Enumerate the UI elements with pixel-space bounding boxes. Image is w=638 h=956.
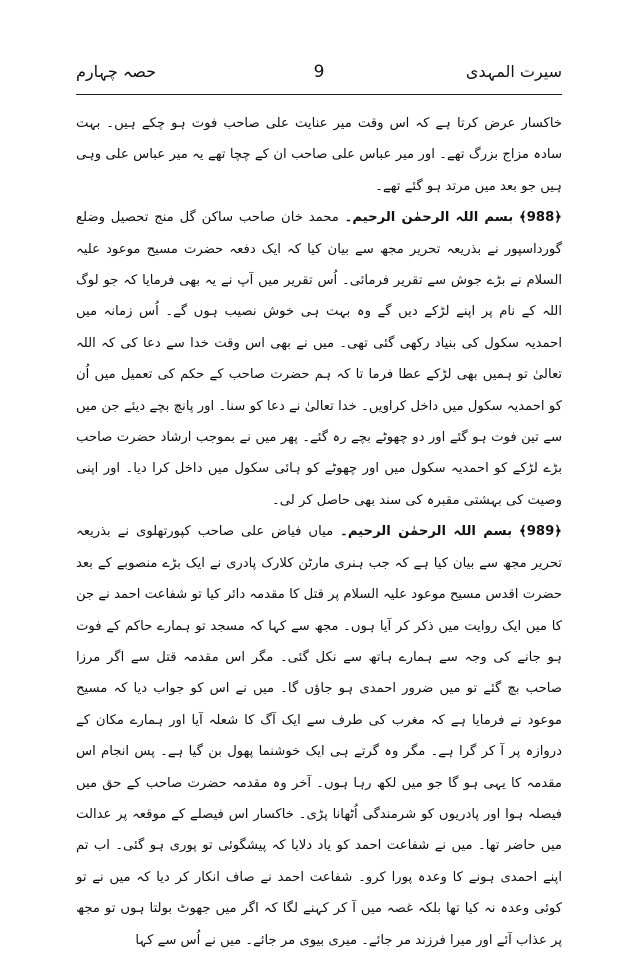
part-label: حصہ چہارم [76,62,156,81]
paragraph-text: محمد خان صاحب ساکن گل منج تحصیل وضلع گورداسپور نے بذریعہ تحریر مجھ سے بیان کیا کہ ایک دفعہ حضرت مسیح موعود علیہ السلام نے بڑے جوش سے تقریر فرمائی۔ اُس تقریر میں آپ نے یہ بھی فرمایا کہ جو لوگ اللہ کے نام پر اپنے لڑکے دیں گے وہ بہت ہی خوش نصیب ہوں گے۔ اُس زمانہ میں احمدیہ سکول کی بنیاد رکھی گئی تھی۔ میں نے بھی اس وقت خدا سے دعا کی کہ اللہ تعالیٰ تو ہمیں بھی لڑکے عطا فرما تا کہ ہم حضرت صاحب کے حکم کی تعمیل میں اُن کو احمدیہ سکول میں داخل کراویں۔ خدا تعالیٰ نے دعا کو سنا۔ اور پانچ بچے دیئے جن میں سے تین فوت ہو گئے اور دو چھوٹے بچے رہ گئے۔ پھر میں نے بموجب ارشاد حضرت صاحب بڑے لڑکے کو احمدیہ سکول میں اور چھوٹے کو ہائی سکول میں داخل کرا دیا۔ اور اپنی وصیت کی بہشتی مقبرہ کی سند بھی حاصل کر لی۔ [76,210,562,508]
narration-number: ﴿989﴾ [519,524,562,540]
paragraph-text: خاکسار عرض کرتا ہے کہ اس وقت میر عنایت علی صاحب فوت ہو چکے ہیں۔ بہت سادہ مزاج بزرگ تھے۔ اور میر عباس علی صاحب ان کے چچا تھے یہ میر عباس علی وہی ہیں جو بعد میں مرتد ہو گئے تھے۔ [76,116,562,194]
header-divider [76,94,562,95]
bismillah: بسم اللہ الرحمٰن الرحیم۔ [344,210,514,226]
paragraph [76,108,562,202]
bismillah: بسم اللہ الرحمٰن الرحیم۔ [340,524,513,540]
page-body [76,108,562,948]
paragraph [76,202,562,516]
book-title: سیرت المہدی [465,62,562,81]
page-header [76,60,562,88]
narration-number: ﴿988﴾ [518,210,562,226]
page-number: 9 [313,62,325,82]
paragraph-text: میاں فیاض علی صاحب کپورتھلوی نے بذریعہ تحریر مجھ سے بیان کیا ہے کہ جب ہنری مارٹن کلارک پادری نے ایک بڑے منصوبے کے بعد حضرت اقدس مسیح موعود علیہ السلام پر قتل کا مقدمہ دائر کیا تو شفاعت احمد نے جن کا میں ایک روایت میں ذکر کر آیا ہوں۔ مجھ سے کہا کہ مسجد تو ہمارے حاکم کے فوت ہو جانے کی وجہ سے ہمارے ہاتھ سے نکل گئی۔ مگر اس مقدمہ قتل سے اگر مرزا صاحب بچ گئے تو میں ضرور احمدی ہو جاؤں گا۔ میں نے اس کو جواب دیا کہ مسیح موعود نے فرمایا ہے کہ مغرب کی طرف سے ایک آگ کا شعلہ آیا اور ہمارے مکان کے دروازہ پر آ کر گرا ہے۔ مگر وہ گرتے ہی ایک خوشنما پھول بن گیا ہے۔ پس انجام اس مقدمہ کا یہی ہو گا جو میں لکھ رہا ہوں۔ آخر وہ مقدمہ حضرت صاحب کے حق میں فیصلہ ہوا اور پادریوں کو شرمندگی اُٹھانا پڑی۔ خاکسار اس فیصلے کے موقعہ پر عدالت میں حاضر تھا۔ میں نے شفاعت احمد کو یاد دلایا کہ پیشگوئی تو پوری ہو گئی۔ اب تم اپنے احمدی ہونے کا وعدہ پورا کرو۔ شفاعت احمد نے صاف انکار کر دیا کہ میں نے تو کوئی وعدہ نہ کیا تھا بلکہ غصہ میں آ کر کہنے لگا کہ اگر میں جھوٹ بولتا ہوں تو مجھ پر عذاب آئے اور میرا فرزند مر جائے۔ میری بیوی مر جائے۔ میں نے اُس سے کہا [76,524,562,948]
paragraph [76,516,562,956]
